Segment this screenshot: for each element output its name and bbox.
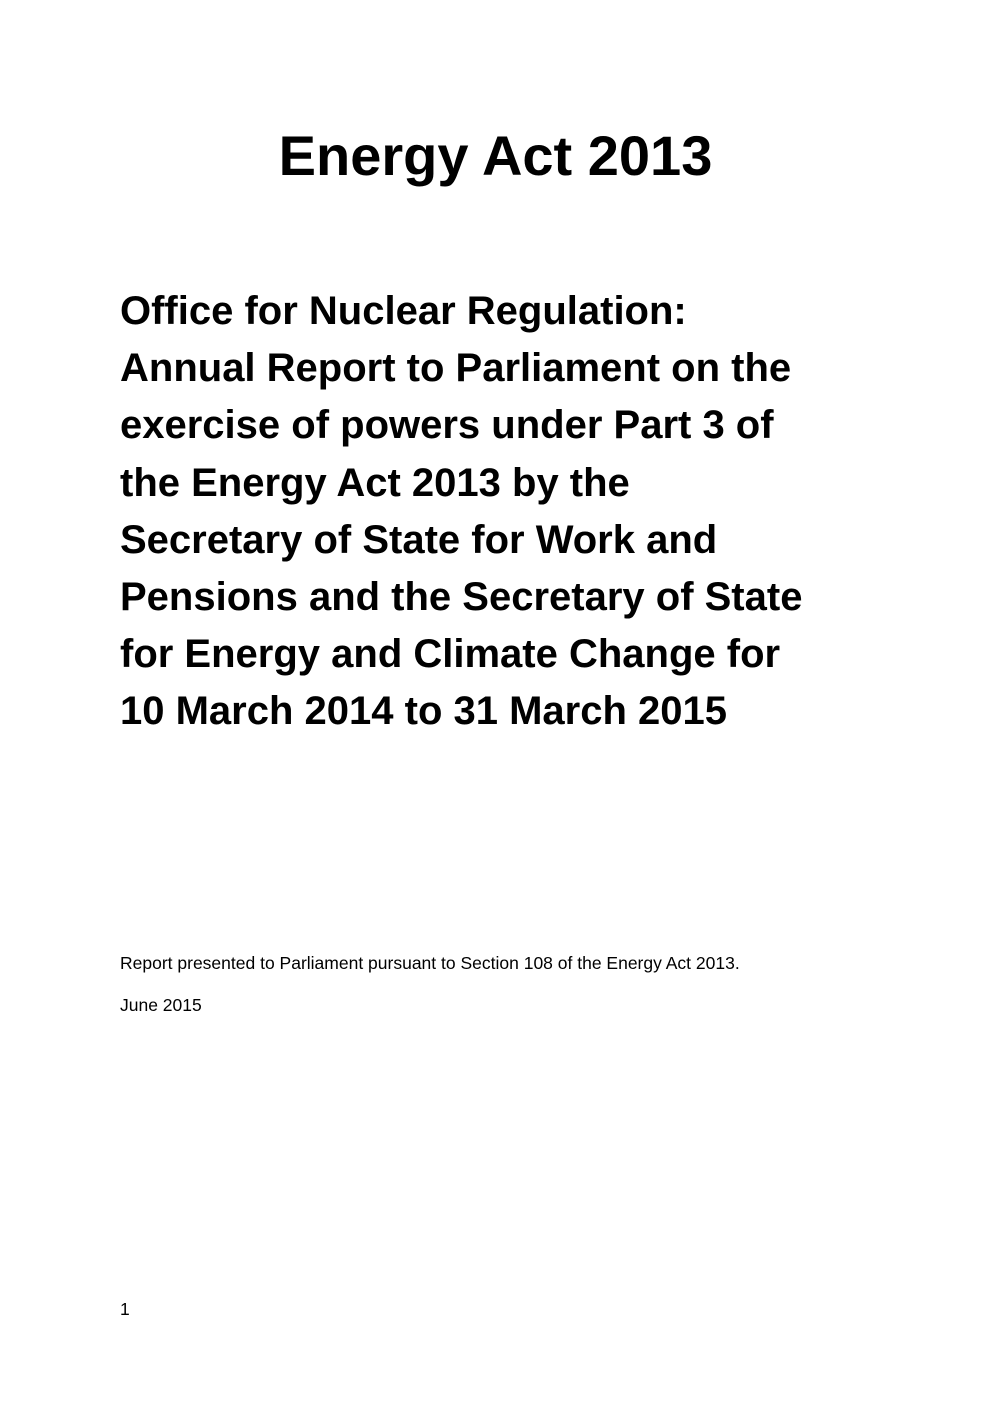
- page-number: 1: [120, 1299, 130, 1319]
- subtitle-line: exercise of powers under Part 3 of: [120, 403, 774, 448]
- document-title: Energy Act 2013: [278, 124, 713, 187]
- subtitle-line: the Energy Act 2013 by the: [120, 460, 630, 505]
- subtitle-line: Annual Report to Parliament on the: [120, 346, 792, 391]
- presentation-statement: Report presented to Parliament pursuant to Section 108 of the Energy Act 2013.: [120, 953, 740, 973]
- subtitle-line: for Energy and Climate Change for: [120, 632, 781, 677]
- subtitle-line: Pensions and the Secretary of State: [120, 575, 803, 620]
- publication-date: June 2015: [120, 995, 202, 1015]
- subtitle-line: Office for Nuclear Regulation:: [120, 289, 687, 333]
- subtitle-line: 10 March 2014 to 31 March 2015: [120, 689, 728, 734]
- report-subtitle: [120, 283, 920, 741]
- subtitle-line: Secretary of State for Work and: [120, 517, 718, 562]
